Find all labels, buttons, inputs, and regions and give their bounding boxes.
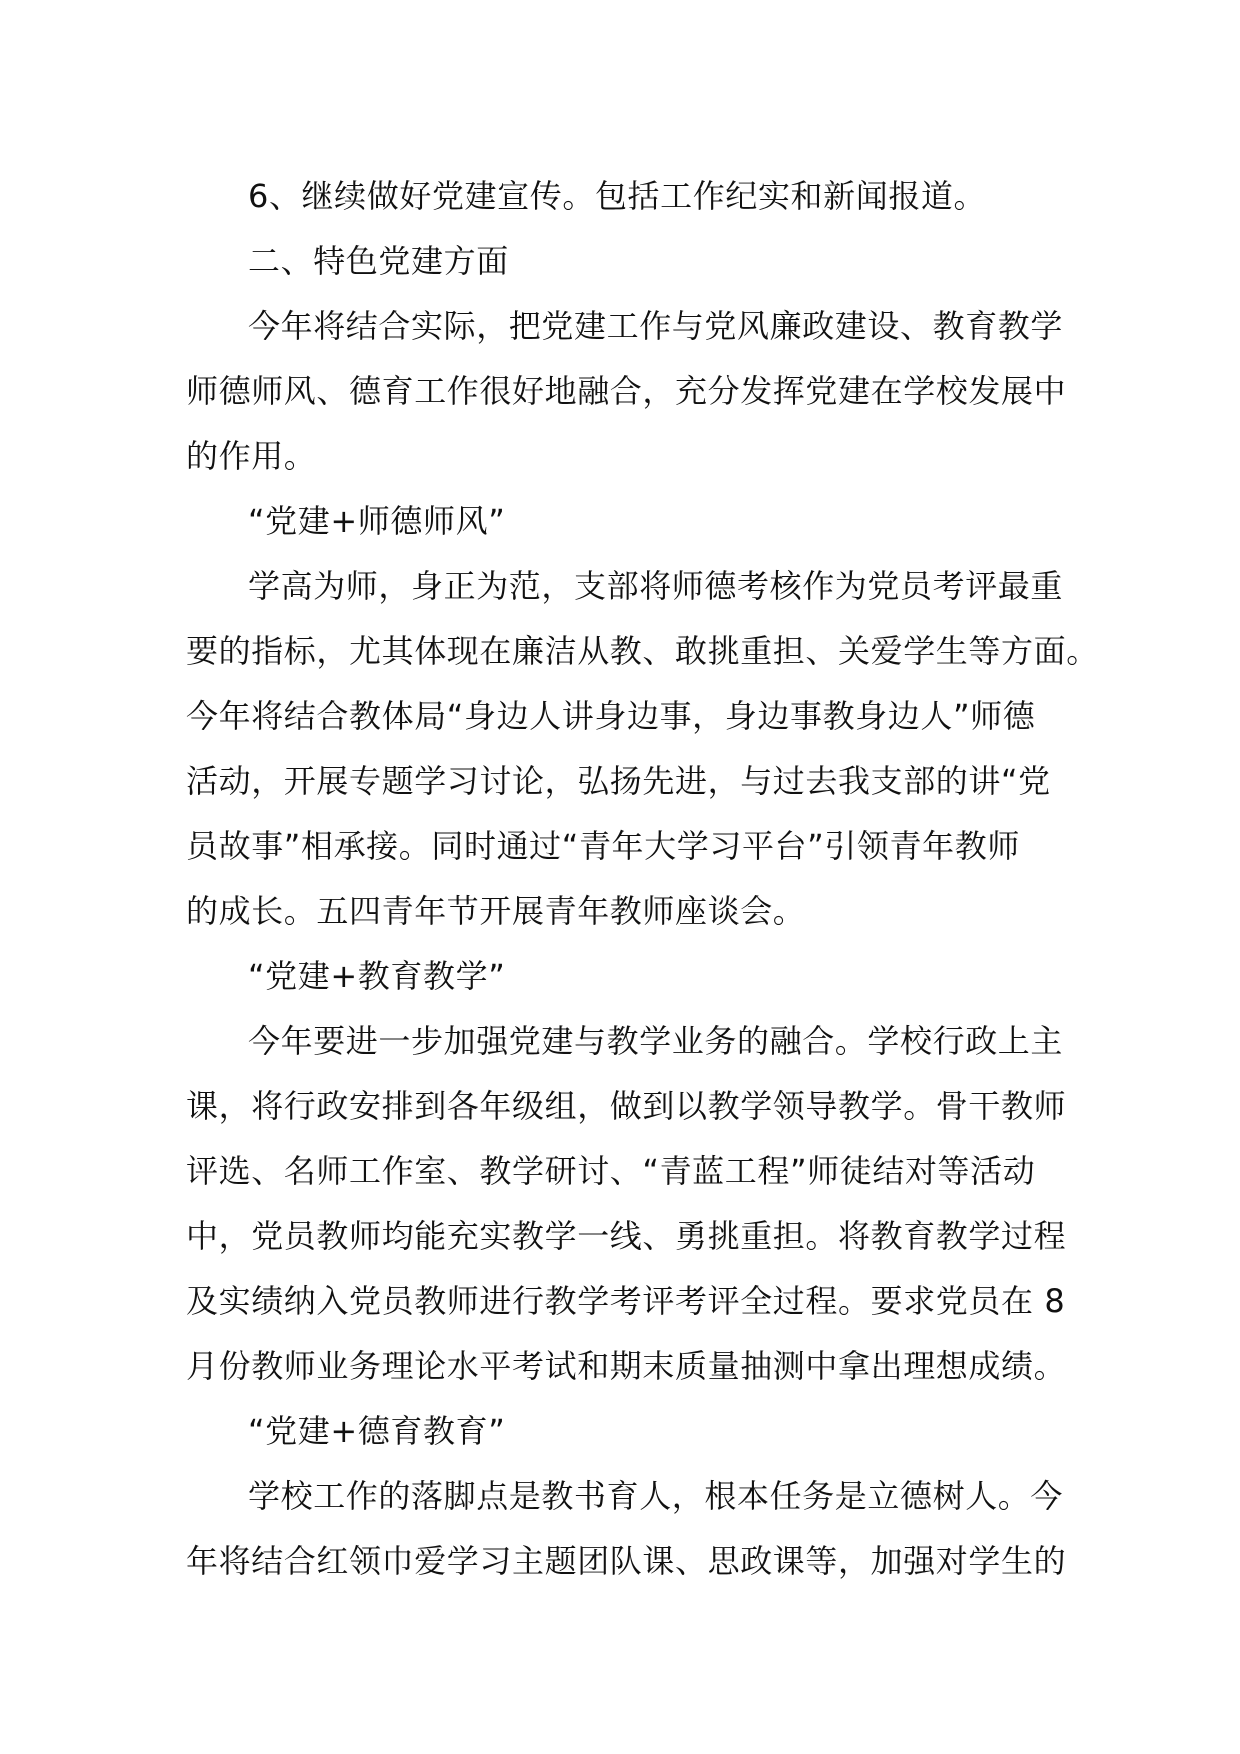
text-line: 的成长。五四青年节开展青年教师座谈会。 [186,892,806,930]
text-line: 年将结合红领巾爱学习主题团队课、思政课等，加强对学生的 [186,1542,1067,1580]
text-line: 师德师风、德育工作很好地融合，充分发挥党建在学校发展中 [186,372,1067,410]
text-line: 今年将结合实际，把党建工作与党风廉政建设、教育教学 [248,307,1064,345]
text-line: 及实绩纳入党员教师进行教学考评考评全过程。要求党员在 8 [186,1282,1066,1320]
section-heading: 二、特色党建方面 [248,242,509,280]
text-line: 月份教师业务理论水平考试和期末质量抽测中拿出理想成绩。 [186,1347,1067,1385]
text-line: 员故事”相承接。同时通过“青年大学习平台”引领青年教师 [186,827,1020,865]
text-line: 要的指标，尤其体现在廉洁从教、敢挑重担、关爱学生等方面。 [186,632,1099,670]
text-line: 6、继续做好党建宣传。包括工作纪实和新闻报道。 [248,177,987,215]
text-line: 学高为师，身正为范，支部将师德考核作为党员考评最重 [248,567,1064,605]
subsection-heading: “党建+教育教学” [248,957,506,995]
text-line: 今年要进一步加强党建与教学业务的融合。学校行政上主 [248,1022,1064,1060]
text-line: 今年将结合教体局“身边人讲身边事，身边事教身边人”师德 [186,697,1036,735]
text-line: 中，党员教师均能充实教学一线、勇挑重担。将教育教学过程 [186,1217,1067,1255]
subsection-heading: “党建+德育教育” [248,1412,506,1450]
text-line: 的作用。 [186,437,317,475]
subsection-heading: “党建+师德师风” [248,502,506,540]
text-line: 评选、名师工作室、教学研讨、“青蓝工程”师徒结对等活动 [186,1152,1036,1190]
text-line: 活动，开展专题学习讨论，弘扬先进，与过去我支部的讲“党 [186,762,1051,800]
text-line: 课，将行政安排到各年级组，做到以教学领导教学。骨干教师 [186,1087,1067,1125]
text-line: 学校工作的落脚点是教书育人，根本任务是立德树人。今 [248,1477,1064,1515]
